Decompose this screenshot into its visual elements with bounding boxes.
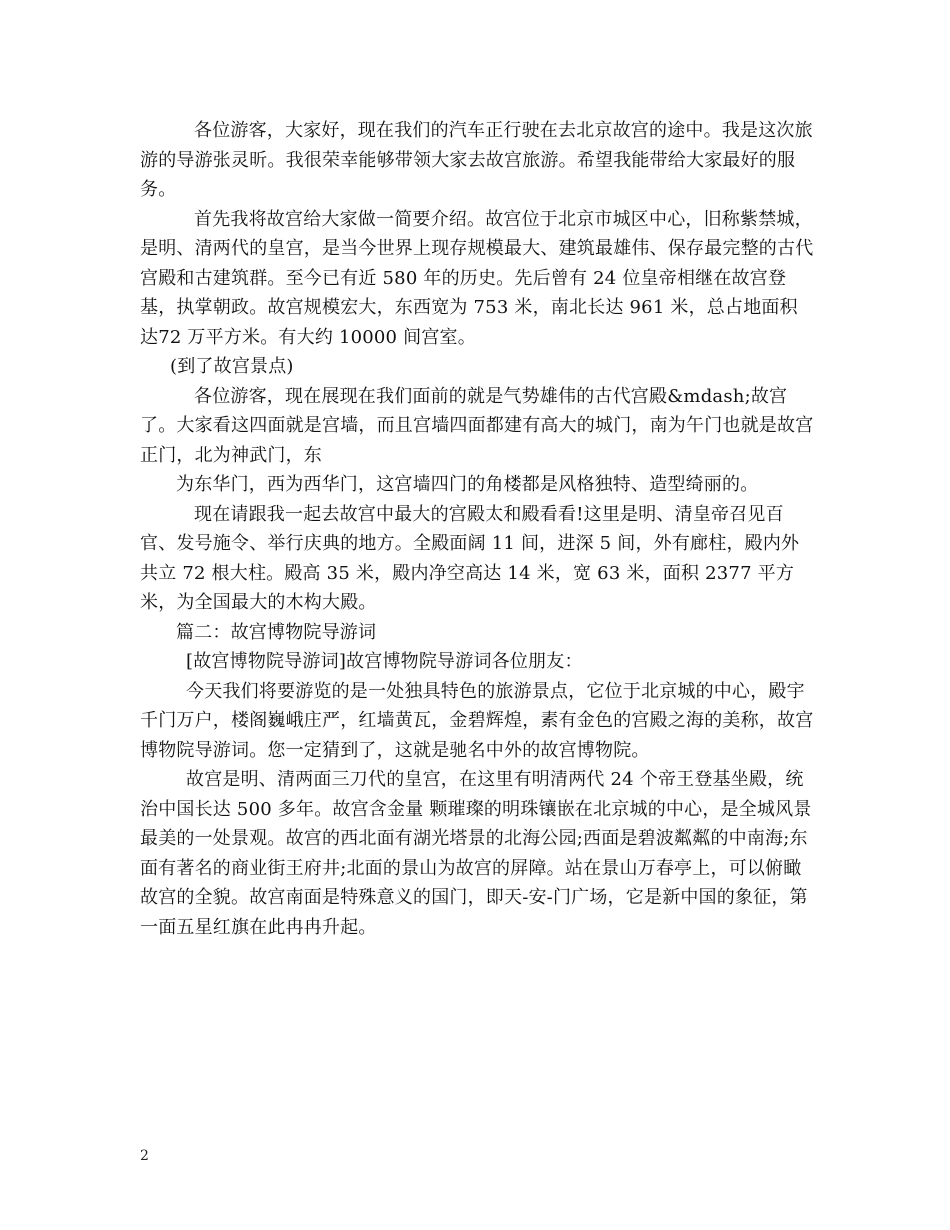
- paragraph-arrival-note: (到了故宫景点): [170, 356, 294, 377]
- section-heading: 篇二：故宫博物院导游词: [176, 621, 377, 643]
- paragraph-gates: 为东华门，西为西华门，这宫墙四门的角楼都是风格独特、造型绮丽的。: [176, 474, 759, 495]
- paragraph-introduction: 首先我将故宫给大家做一简要介绍。故宫位于北京市城区中心，旧称紫禁城，是明、清两代的皇宫，是当今世界上现存规模最大、建筑最雄伟、保存最完整的古代宫殿和古建筑群。至今已有近 580 年的历史。先后曾有 24 位皇帝相继在故宫登基，执掌朝政。故宫规模宏大，东西宽为 753 米，南北长达 961 米，总占地面积达72 万平方米。有大约 10000 间宫室。: [140, 208, 814, 348]
- paragraph-palace-walls: 各位游客，现在展现在我们面前的就是气势雄伟的古代宫殿&mdash;故宫了。大家看这四面就是宫墙，而且宫墙四面都建有高大的城门，南为午门也就是故宫正门，北为神武门，东: [140, 385, 814, 466]
- paragraph-museum-history: 故宫是明、清两面三刀代的皇宫，在这里有明清两代 24 个帝王登基坐殿，统治中国长达 500 多年。故宫含金量 颗璀璨的明珠镶嵌在北京城的中心，是全城风景最美的一处景观。故宫的西北面有湖光塔景的北海公园;西面是碧波粼粼的中南海;东面有著名的商业街王府井;北面的景山为故宫的屏障。站在景山万春亭上，可以俯瞰故宫的全貌。故宫南面是特殊意义的国门，即天-安-门广场，它是新中国的象征，第一面五星红旗在此冉冉升起。: [140, 769, 812, 938]
- document-body: [140, 116, 815, 942]
- paragraph-museum-intro: 今天我们将要游览的是一处独具特色的旅游景点，它位于北京城的中心，殿宇千门万户，楼阁巍峨庄严，红墙黄瓦，金碧辉煌，素有金色的宫殿之海的美称，故宫博物院导游词。您一定猜到了，这就是驰名中外的故宫博物院。: [140, 680, 814, 761]
- paragraph-subtitle: [故宫博物院导游词]故宫博物院导游词各位朋友：: [186, 651, 583, 672]
- paragraph-greeting: 各位游客，大家好，现在我们的汽车正行驶在去北京故宫的途中。我是这次旅游的导游张灵昕。我很荣幸能够带领大家去故宫旅游。希望我能带给大家最好的服务。: [140, 120, 813, 200]
- paragraph-taihe-hall: 现在请跟我一起去故宫中最大的宫殿太和殿看看!这里是明、清皇帝召见百官、发号施令、举行庆典的地方。全殿面阔 11 间，进深 5 间，外有廊柱，殿内外共立 72 根大柱。殿高 35 米，殿内净空高达 14 米，宽 63 米，面积 2377 平方米，为全国最大的木构大殿。: [140, 503, 800, 613]
- page-number: 2: [140, 1148, 149, 1164]
